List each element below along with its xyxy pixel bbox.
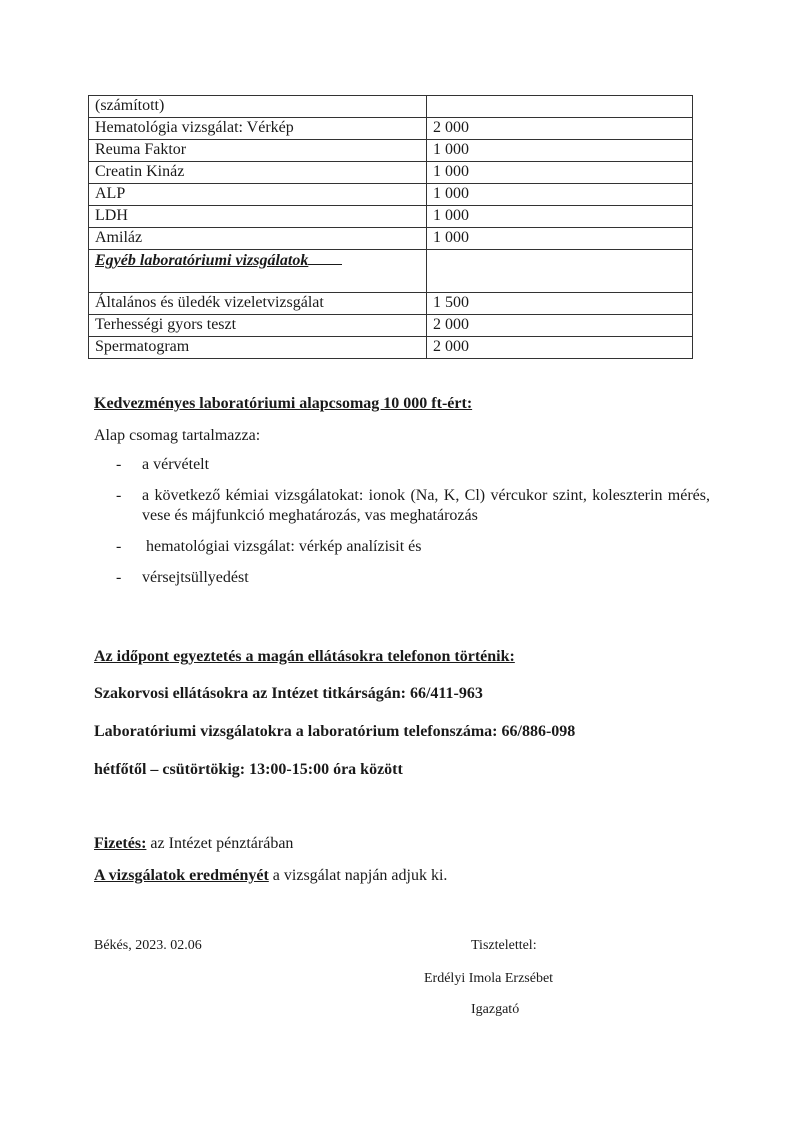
table-row bbox=[89, 184, 693, 206]
place-date: Békés, 2023. 02.06 bbox=[94, 938, 202, 953]
test-name: LDH bbox=[89, 206, 427, 228]
underline-tail bbox=[308, 250, 342, 265]
list-dash: - bbox=[116, 538, 122, 555]
table-row bbox=[89, 228, 693, 250]
appointment-heading-part1: Az időpont bbox=[94, 648, 170, 665]
test-name: (számított) bbox=[89, 96, 427, 118]
test-name: Reuma Faktor bbox=[89, 140, 427, 162]
specialist-phone: Szakorvosi ellátásokra az Intézet titkárságán: 66/411-963 bbox=[94, 685, 483, 702]
list-item bbox=[110, 455, 710, 475]
test-price: 2 000 bbox=[427, 337, 693, 359]
table-row bbox=[89, 162, 693, 184]
results-line bbox=[94, 867, 447, 885]
test-name: ALP bbox=[89, 184, 427, 206]
test-price: 1 500 bbox=[427, 293, 693, 315]
lab-phone: Laboratóriumi vizsgálatokra a laboratórium telefonszáma: 66/886-098 bbox=[94, 723, 576, 740]
list-dash: - bbox=[116, 487, 122, 504]
table-row bbox=[89, 206, 693, 228]
test-price: 1 000 bbox=[427, 228, 693, 250]
payment-label: Fizetés: bbox=[94, 835, 147, 852]
payment-text: az Intézet pénztárában bbox=[146, 835, 294, 852]
test-price: 2 000 bbox=[427, 315, 693, 337]
section-title: Egyéb laboratóriumi vizsgálatok bbox=[95, 252, 309, 269]
test-name: Általános és üledék vizeletvizsgálat bbox=[89, 293, 427, 315]
test-name: Terhességi gyors teszt bbox=[89, 315, 427, 337]
list-item-text: a következő kémiai vizsgálatokat: ionok (Na, K, Cl) vércukor szint, koleszterin mérés, vese és májfunkció meghatározás, vas meghatározás bbox=[142, 487, 710, 524]
table-row bbox=[89, 140, 693, 162]
signatory-name: Erdélyi Imola Erzsébet bbox=[424, 971, 554, 986]
list-item-text: hematológiai vizsgálat: vérkép analízisit és bbox=[146, 538, 422, 555]
test-price: 1 000 bbox=[427, 140, 693, 162]
table-row bbox=[89, 337, 693, 359]
list-item-text: a vérvételt bbox=[142, 456, 210, 473]
list-item bbox=[110, 568, 710, 588]
package-intro: Alap csomag tartalmazza: bbox=[94, 427, 261, 444]
test-price bbox=[427, 96, 693, 118]
table-row bbox=[89, 293, 693, 315]
appointment-heading bbox=[94, 648, 515, 666]
test-price: 1 000 bbox=[427, 162, 693, 184]
table-row bbox=[89, 96, 693, 118]
greeting: Tisztelettel: bbox=[471, 938, 537, 953]
price-table bbox=[88, 95, 693, 359]
table-row bbox=[89, 315, 693, 337]
test-name: Creatin Kináz bbox=[89, 162, 427, 184]
package-heading: Kedvezményes laboratóriumi alapcsomag 10 000 ft-ért: bbox=[94, 395, 473, 412]
list-dash: - bbox=[116, 569, 122, 586]
table-row bbox=[89, 118, 693, 140]
list-item bbox=[110, 537, 710, 557]
results-label: A vizsgálatok eredményét bbox=[94, 867, 269, 884]
test-name: Spermatogram bbox=[89, 337, 427, 359]
test-name: Hematológia vizsgálat: Vérkép bbox=[89, 118, 427, 140]
test-price: 1 000 bbox=[427, 206, 693, 228]
list-item bbox=[110, 486, 710, 526]
list-item-text: vérsejtsüllyedést bbox=[142, 569, 249, 586]
test-price: 1 000 bbox=[427, 184, 693, 206]
section-title-cell bbox=[89, 250, 427, 293]
office-hours: hétfőtől – csütörtökig: 13:00-15:00 óra között bbox=[94, 761, 403, 778]
empty-cell bbox=[427, 250, 693, 293]
list-dash: - bbox=[116, 456, 122, 473]
test-name: Amiláz bbox=[89, 228, 427, 250]
results-text: a vizsgálat napján adjuk ki. bbox=[268, 867, 448, 884]
appointment-heading-part2: egyeztetés a magán ellátásokra telefonon történik: bbox=[169, 648, 515, 665]
test-price: 2 000 bbox=[427, 118, 693, 140]
table-section-row bbox=[89, 250, 693, 293]
package-list bbox=[110, 455, 710, 599]
signatory-title: Igazgató bbox=[471, 1002, 520, 1017]
payment-line bbox=[94, 835, 293, 853]
